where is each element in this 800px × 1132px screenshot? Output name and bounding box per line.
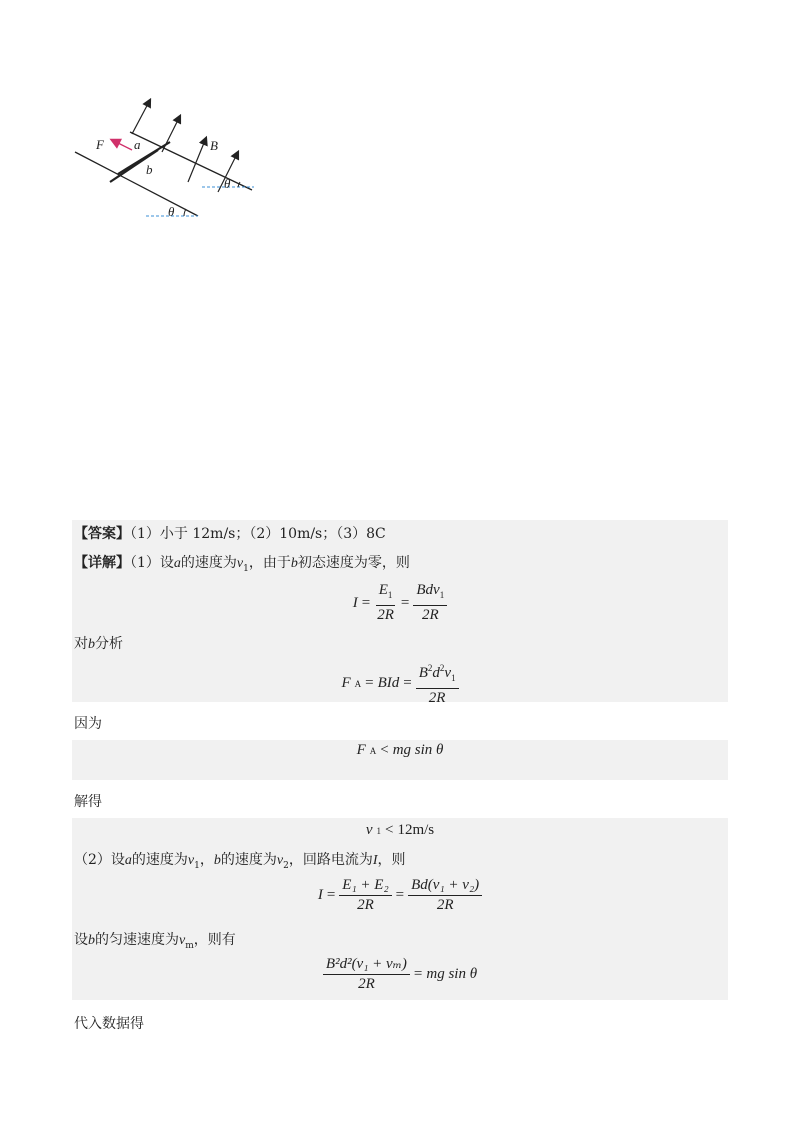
part2b-line: 设b的匀速速度为$v_m$，则有 (74, 932, 236, 951)
label-B: B (210, 138, 218, 153)
label-theta-upper: θ (224, 176, 231, 191)
detail-line: 【详解】（1）设a的速度为$v_1$，由于b初态速度为零，则 (74, 555, 410, 574)
label-F: F (96, 137, 104, 152)
rail-diagram (70, 92, 270, 227)
text-because: 因为 (74, 716, 102, 732)
text-substitute: 代入数据得 (74, 1016, 144, 1032)
equation-current-2: I = $\frac{\text{E₁ + E₂}}{2R}$ = $\frac{\text{Bd(v₁ + v₂)}}{2R}$ (72, 877, 728, 914)
angle-arc (184, 209, 186, 216)
field-arrow (132, 100, 150, 134)
equation-inequality: F A < mg sin θ (356, 742, 444, 758)
text-b-analysis: 对b分析 (74, 636, 123, 652)
detail-label: 【详解】 (74, 555, 130, 571)
force-arrow (112, 140, 132, 150)
equation-result-1: v 1 < 12m/s (365, 822, 435, 838)
label-theta-lower: θ (168, 204, 175, 219)
field-arrow (162, 116, 180, 152)
equation-current: I = $\frac{E_1}{2R}$ = $\frac{Bdv_1}{2R}$ (72, 582, 728, 624)
answer-line (74, 524, 386, 544)
field-arrow (188, 138, 206, 182)
answer-label: 【答案】 (74, 526, 130, 542)
answer-text: （1）小于 12m/s；（2）10m/s；（3）8C (130, 526, 386, 542)
label-a: a (134, 137, 141, 152)
text-solve: 解得 (74, 794, 102, 810)
label-b: b (146, 162, 153, 177)
part2-line: （2）设a的速度为$v_1$，b的速度为$v_2$，回路电流为I，则 (74, 852, 406, 871)
equation-ampere-force: F A = BId = $\frac{B^2d^2v_1}{2R}$ (72, 660, 728, 707)
equation-terminal-velocity: $\frac{\text{B²d²(v₁ + vₘ)}}{2R}$ = mg sin θ (72, 956, 728, 993)
